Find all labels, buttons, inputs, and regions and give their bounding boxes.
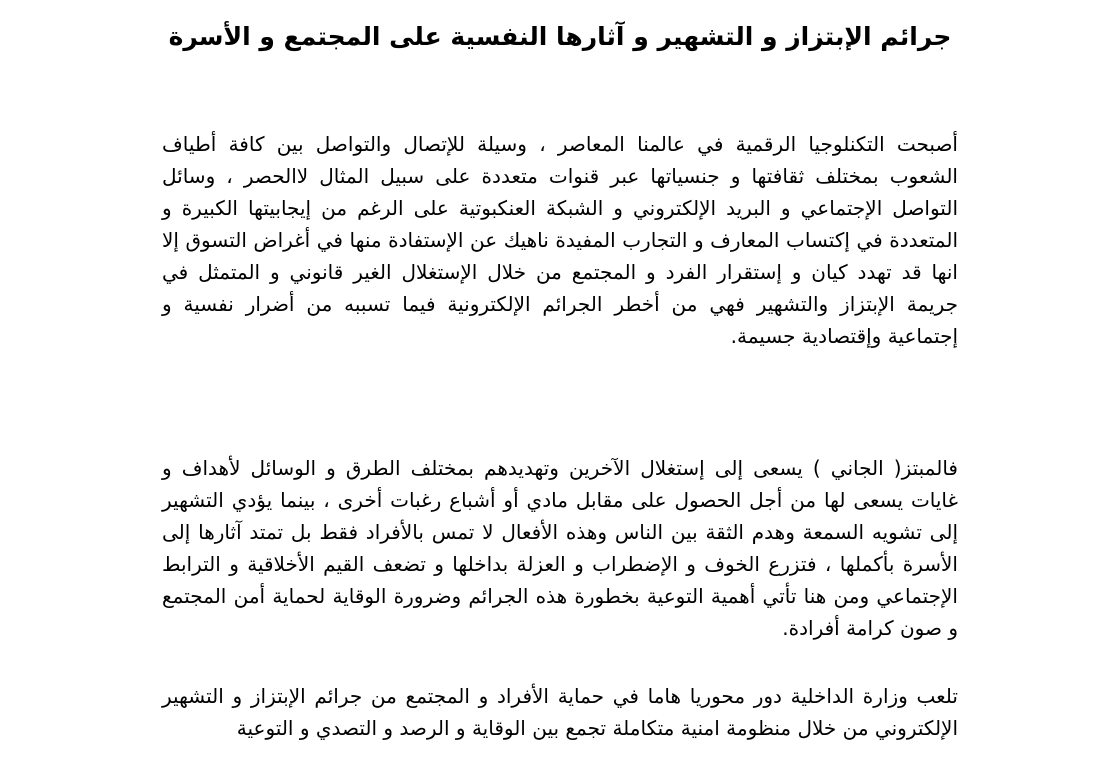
document-title: جرائم الإبتزاز و التشهير و آثارها النفسية على المجتمع و الأسرة — [168, 22, 952, 51]
paragraph-digital-technology: أصبحت التكنلوجيا الرقمية في عالمنا المعاصر ، وسيلة للإتصال والتواصل بين كافة أطياف الشعوب بمختلف ثقافتها و جنسياتها عبر قنوات متعددة على سبيل المثال لاالحصر ، وسائل التواصل الإجتماعي و البريد الإلكتروني و الشبكة العنكبوتية على الرغم من إيجابيتها الكبيرة و المتعددة في إكتساب المعارف و التجارب المفيدة ناهيك عن الإستفادة منها في أغراض التسوق إلا انها قد تهدد كيان و إستقرار الفرد و المجتمع من خلال الإستغلال الغير قانوني و المتمثل في جريمة الإبتزاز والتشهير فهي من أخطر الجرائم الإلكترونية فيما تسببه من أضرار نفسية و إجتماعية وإقتصادية جسيمة. — [162, 132, 958, 348]
paragraph-interior-ministry: تلعب وزارة الداخلية دور محوريا هاما في حماية الأفراد و المجتمع من جرائم الإبتزاز و التشهير الإلكتروني من خلال منظومة امنية متكاملة تجمع بين الوقاية و الرصد و التصدي و التوعية — [162, 684, 958, 740]
paragraph-blackmailer: فالمبتز( الجاني ) يسعى إلى إستغلال الآخرين وتهديدهم بمختلف الطرق و الوسائل لأهداف و غايات يسعى لها من أجل الحصول على مقابل مادي أو أشباع رغبات أخرى ، بينما يؤدي التشهير إلى تشويه السمعة وهدم الثقة بين الناس وهذه الأفعال لا تمس بالأفراد فقط بل تمتد آثارها إلى الأسرة بأكملها ، فتزرع الخوف و الإضطراب و العزلة بداخلها و تضعف القيم الأخلاقية و الترابط الإجتماعي ومن هنا تأتي أهمية التوعية بخطورة هذه الجرائم وضرورة الوقاية لحماية أمن المجتمع و صون كرامة أفرادة. — [162, 456, 958, 640]
